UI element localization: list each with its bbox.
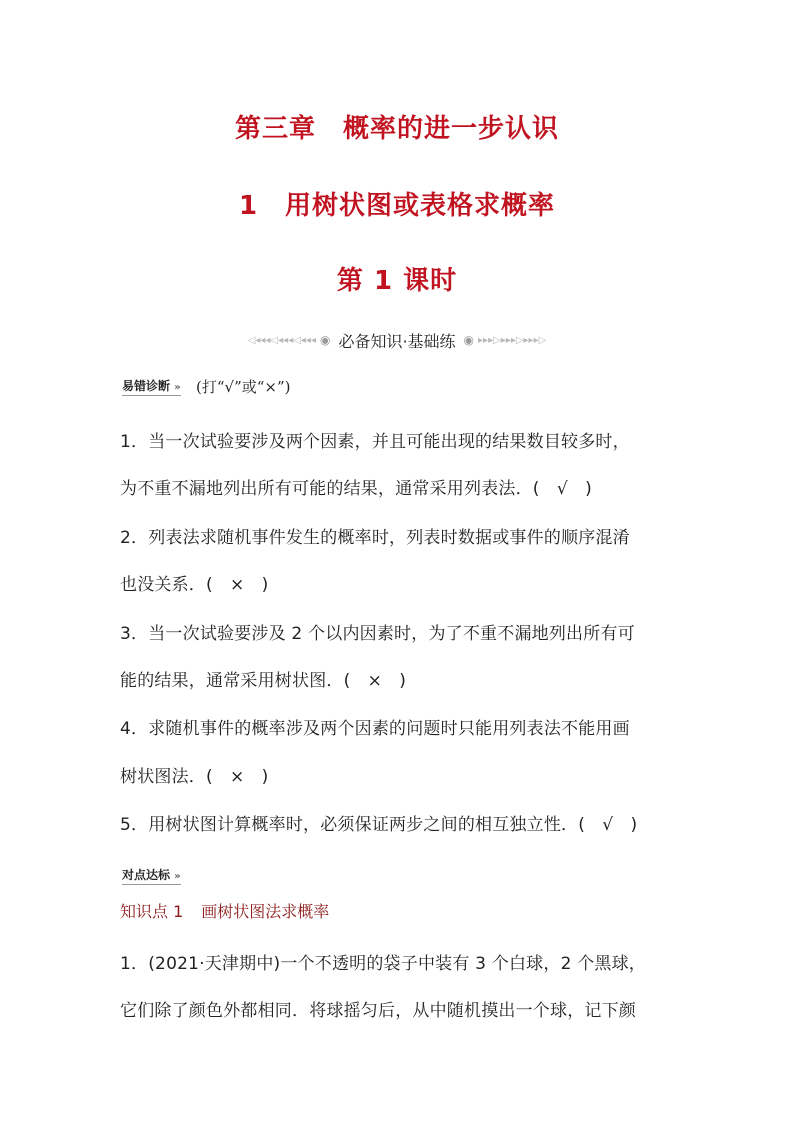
instruction-note: (打“√”或“×”) (196, 378, 291, 396)
question-line: 树状图法．( × ) (120, 767, 269, 787)
section-divider (0, 328, 794, 352)
basics-heading: 必备知识·基础练 (338, 331, 456, 351)
knowledge-point-heading (120, 899, 329, 922)
chapter-title: 第三章 概率的进一步认识 (234, 114, 559, 144)
question-line: 3．当一次试验要涉及 2 个以内因素时，为了不重不漏地列出所有可 (120, 624, 635, 644)
practice-label: 对点达标 (122, 868, 171, 882)
question-line: 1．当一次试验要涉及两个因素，并且可能出现的结果数目较多时， (120, 432, 630, 452)
knowledge-point-label: 知识点 1 (120, 902, 184, 921)
knowledge-point-title: 画树状图法求概率 (201, 902, 330, 921)
right-arrow-decoration: ▸▸▸▷▸▸▸▷▸▸▸▷ (478, 334, 547, 346)
question-line: 也没关系．( × ) (120, 575, 269, 595)
question-line: 4．求随机事件的概率涉及两个因素的问题时只能用列表法不能用画 (120, 719, 630, 739)
error-diagnosis-tag (122, 377, 181, 396)
left-arrow-decoration: ◁◂◂◂◁◂◂◂◁◂◂◂ (247, 334, 316, 346)
problem-line: 它们除了颜色外都相同．将球摇匀后，从中随机摸出一个球，记下颜 (120, 1001, 636, 1021)
double-arrow-icon: » (174, 382, 181, 393)
problem-line: 1．(2021·天津期中)一个不透明的袋子中装有 3 个白球，2 个黑球， (120, 954, 646, 974)
double-arrow-icon: » (174, 871, 181, 882)
error-diagnosis-label: 易错诊断 (122, 379, 171, 393)
lesson-title: 第 1 课时 (336, 266, 458, 296)
question-line: 2．列表法求随机事件发生的概率时，列表时数据或事件的顺序混淆 (120, 528, 630, 548)
practice-tag (122, 866, 181, 885)
left-dot-icon: ◉ (319, 333, 331, 347)
section-title: 1 用树状图或表格求概率 (238, 191, 556, 221)
question-line: 为不重不漏地列出所有可能的结果，通常采用列表法．( √ ) (120, 479, 592, 499)
right-dot-icon: ◉ (463, 333, 475, 347)
question-line: 能的结果，通常采用树状图．( × ) (120, 671, 407, 691)
question-line: 5．用树状图计算概率时，必须保证两步之间的相互独立性．( √ ) (120, 815, 638, 835)
